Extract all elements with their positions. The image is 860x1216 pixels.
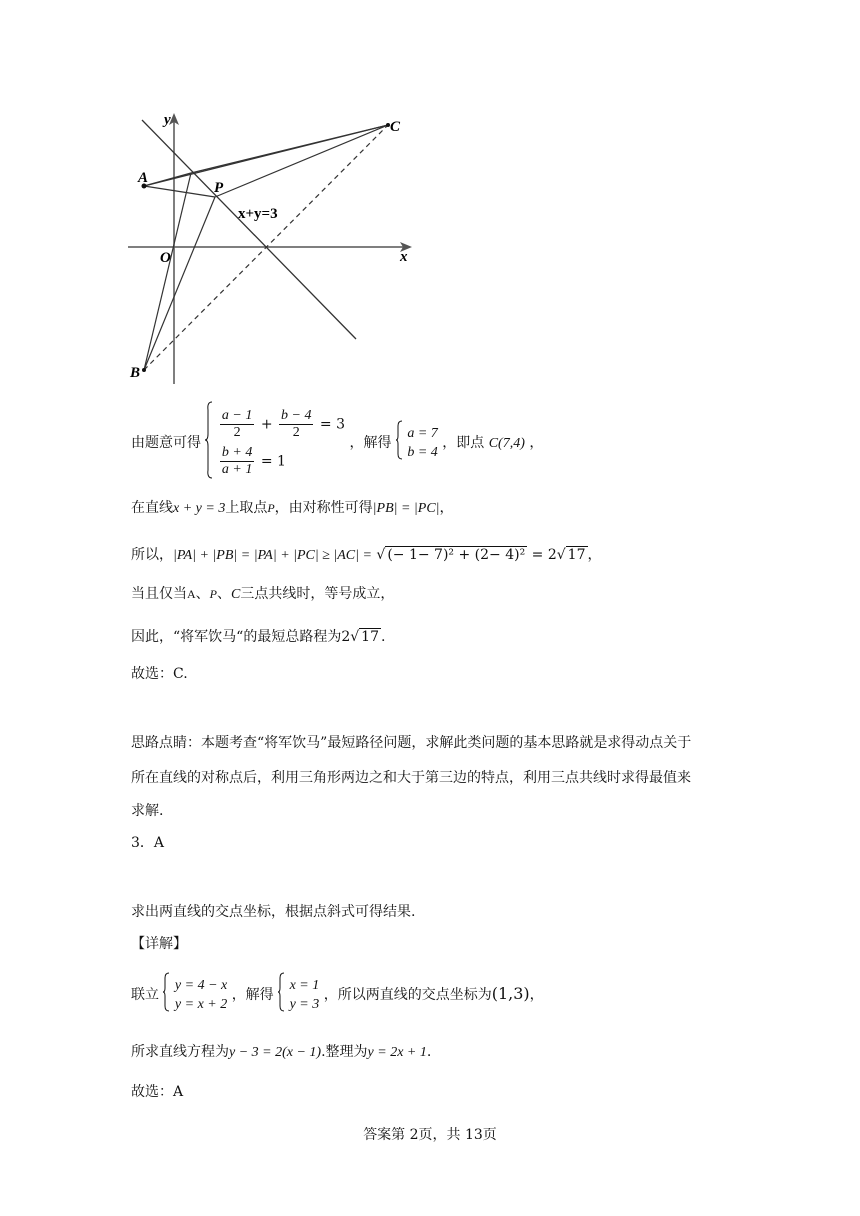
text: ，由对称性可得 (274, 500, 373, 516)
math: |PA| + |PB| = |PA| + |PC| ≥ |AC| = (173, 548, 372, 563)
text: ， (529, 435, 544, 451)
text: .整理为 (321, 1044, 368, 1060)
label-x: x (400, 249, 408, 265)
q3-analysis: 求出两直线的交点坐标，根据点斜式可得结果. (131, 904, 416, 920)
label-o: O (160, 250, 171, 266)
sqrt-value: 17 (361, 629, 379, 645)
text: 所求直线方程为 (131, 1044, 229, 1060)
page-footer: 答案第 2页，共 13页 (363, 1127, 497, 1143)
math: x + y = 3 (173, 501, 226, 516)
solution-system-1: a = 7 b = 4 (407, 426, 438, 460)
label-y: y (164, 112, 171, 128)
text: ，解得 (349, 435, 392, 451)
left-brace (163, 972, 170, 1018)
geometry-figure (120, 108, 420, 388)
tip-line-1: 思路点睛：本题考查“将军饮马”最短路径问题，求解此类问题的基本思路就是求得动点关于 (131, 735, 692, 751)
left-brace (396, 420, 403, 466)
solution-line-2 (131, 498, 454, 519)
text: 当且仅当 (131, 586, 187, 602)
left-brace (278, 972, 285, 1018)
q3-heading: 3．A (131, 835, 165, 851)
q3-detail-heading: 【详解】 (131, 936, 187, 952)
math: C(7,4) (488, 436, 525, 451)
text: 所以， (131, 547, 173, 563)
equation-system-1: $\frac{a - 1}{2}$ + $\frac{b - 4}{2}$ = 3 $\frac{b + 4}{a + 1}$ = 1 (221, 408, 345, 477)
text: ， (587, 547, 602, 563)
solution-system-2: x = 1 y = 3 (289, 978, 320, 1012)
solution-line-5: 因此，“将军饮马“的最短总路程为2√ 17 . (131, 629, 386, 645)
tip-line-2: 所在直线的对称点后，利用三角形两边之和大于第三边的特点，利用三点共线时求得最值来 (131, 770, 691, 786)
label-b: B (130, 365, 141, 381)
math: y − 3 = 2(x − 1) (229, 1045, 322, 1060)
solution-line-1 (131, 400, 543, 486)
solution-line-3: 所以，|PA| + |PB| = |PA| + |PC| ≥ |AC| = √ (− 1− 7)² + (2− 4)² = 2√ 17 ， (131, 547, 602, 563)
text: ，所以两直线的交点坐标为 (323, 987, 492, 1003)
solution-line-4: 当且仅当A、P、C三点共线时，等号成立， (131, 586, 395, 602)
text: ，即点 (442, 435, 485, 451)
text: 上取点 (225, 500, 268, 516)
math: = 2 (531, 547, 557, 563)
text: 因此，“将军饮马“的最短总路程为 (131, 629, 342, 645)
solution-line-6: 故选：C. (131, 666, 188, 682)
segment-a-q (144, 173, 191, 186)
math: y = 2x + 1 (367, 1045, 427, 1060)
tip-line-3: 求解. (131, 803, 164, 819)
text: ， (439, 500, 454, 516)
label-p: P (214, 180, 224, 196)
sqrt-value: 17 (567, 547, 586, 563)
math: |PB| = |PC| (372, 501, 440, 516)
q3-line-1: 联立 y = 4 − x y = x + 2 ，解得 x = 1 y = 3 ，所以两直线的交点坐标为(1,3)， (131, 972, 544, 1018)
text: ，解得 (231, 987, 274, 1003)
segment-ap (144, 186, 215, 197)
text: 在直线 (131, 500, 173, 516)
label-c: C (390, 119, 401, 135)
label-a: A (138, 170, 149, 186)
sqrt-expression: (− 1− 7)² + (2− 4)² (387, 547, 526, 563)
label-line-eq: x+y=3 (238, 206, 278, 222)
point-b (142, 368, 146, 372)
text: 由题意可得 (131, 435, 201, 451)
q3-line-2: 所求直线方程为y − 3 = 2(x − 1).整理为y = 2x + 1. (131, 1044, 432, 1060)
q3-line-3: 故选：A (131, 1084, 184, 1100)
text: 三点共线时，等号成立， (240, 586, 395, 602)
equation-system-2: y = 4 − x y = x + 2 (174, 978, 228, 1012)
left-brace (205, 400, 213, 486)
math: (1,3) (491, 984, 530, 1003)
math: P (267, 501, 275, 515)
text: 联立 (131, 987, 159, 1003)
